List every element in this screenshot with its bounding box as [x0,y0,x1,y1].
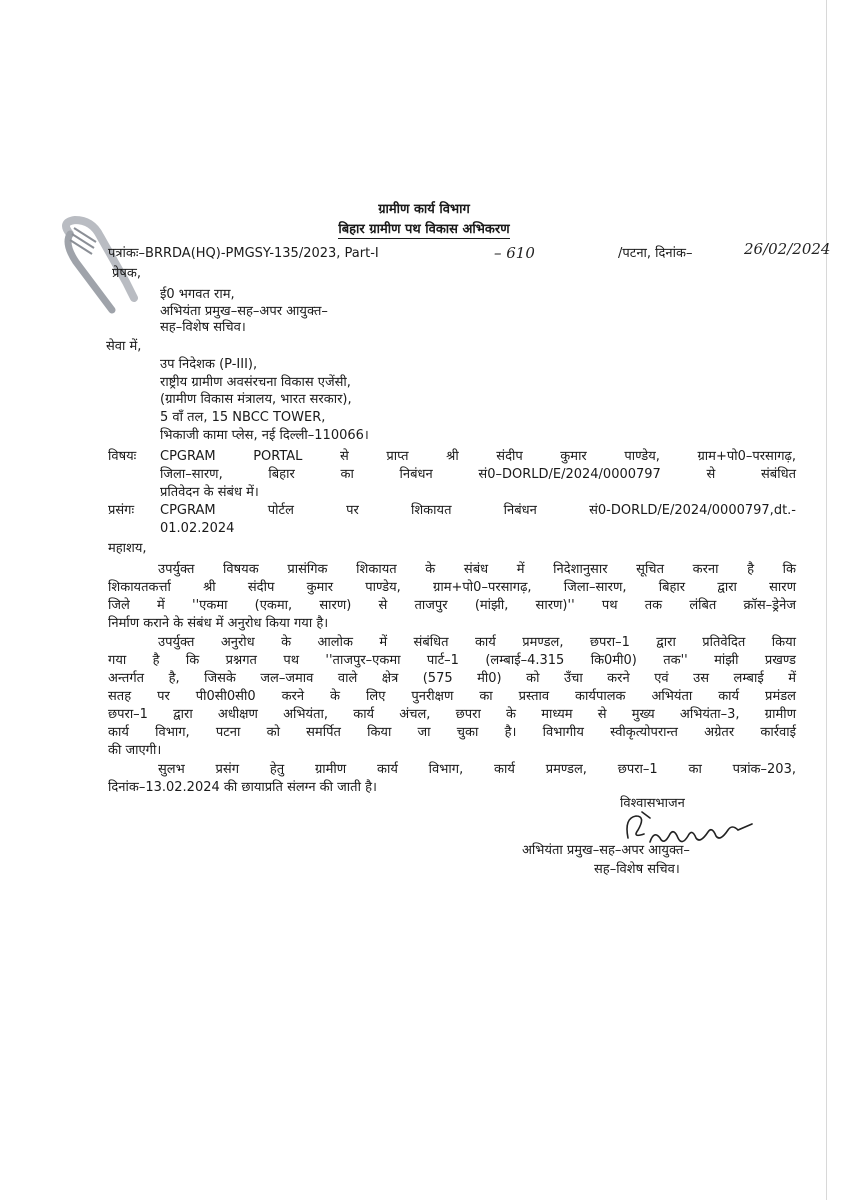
para1-line-3: जिले में ''एकमा (एकमा, सारण) से ताजपुर (मांझी, सारण)'' पथ तक लंबित क्रॉस–ड्रेनेज [108,598,796,613]
para2-line-7: की जाएगी। [108,743,162,758]
letter-number: पत्रांकः–BRRDA(HQ)-PMGSY-135/2023, Part-I [108,246,379,261]
para2-line-4: सतह पर पी0सी0सी0 करने के लिए पुनरीक्षण का प्रस्ताव कार्यपालक अभियंता कार्य प्रमंडल [108,689,796,704]
para3-line-2: दिनांक–13.02.2024 की छायाप्रति संलग्न की जाती है। [108,780,377,795]
para1-line-4: निर्माण कराने के संबंध में अनुरोध किया गया है। [108,616,329,631]
recipient-line-2: राष्ट्रीय ग्रामीण अवसंरचना विकास एजेंसी, [160,375,351,390]
reference-label: प्रसंगः [108,503,135,518]
para2-line-2: गया है कि प्रश्नगत पथ ''ताजपुर–एकमा पार्ट–1 (लम्बाई–4.315 कि0मी0) तक'' मांझी प्रखण्ड [108,653,796,668]
para2-line-6: कार्य विभाग, पटना को समर्पित किया जा चुका है। विभागीय स्वीकृत्योपरान्त अग्रेतर कार्रवाई [108,725,796,740]
salutation: महाशय, [108,541,147,556]
subject-line-2: जिला–सारण, बिहार का निबंधन सं0–DORLD/E/2024/0000797 से संबंधित [160,467,796,482]
department-title: ग्रामीण कार्य विभाग [378,202,470,217]
recipient-line-3: (ग्रामीण विकास मंत्रालय, भारत सरकार), [160,392,352,407]
para2-line-1: उपर्युक्त अनुरोध के आलोक में संबंधित कार्य प्रमण्डल, छपरा–1 द्वारा प्रतिवेदित किया [158,635,796,650]
subject-line-1: CPGRAM PORTAL से प्राप्त श्री संदीप कुमार पाण्डेय, ग्राम+पो0–परसागढ़, [160,449,796,464]
page-edge-shadow [826,0,827,1200]
para2-line-3: अन्तर्गत है, जिसके जल–जमाव वाले क्षेत्र (575 मी0) को उँचा करने एवं उस लम्बाई में [108,671,796,686]
para2-line-5: छपरा–1 द्वारा अधीक्षण अभियंता, कार्य अंचल, छपरा के माध्यम से मुख्य अभियंता–3, ग्रामीण [108,707,796,722]
place-date-label: /पटना, दिनांक– [618,246,693,261]
signatory-designation: अभियंता प्रमुख–सह–अपर आयुक्त– [522,843,690,858]
signatory-designation-2: सह–विशेष सचिव। [594,862,680,877]
sender-name: ई0 भगवत राम, [160,287,235,302]
reference-line-1: CPGRAM पोर्टल पर शिकायत निबंधन सं0-DORLD/E/2024/0000797,dt.- [160,503,796,518]
para1-line-2: शिकायतकर्त्ता श्री संदीप कुमार पाण्डेय, ग्राम+पो0–परसागढ़, जिला–सारण, बिहार द्वारा सारण [108,580,796,595]
recipient-line-4: 5 वाँ तल, 15 NBCC TOWER, [160,410,326,425]
handwritten-letter-number: – 610 [494,244,535,262]
para1-line-1: उपर्युक्त विषयक प्रासंगिक शिकायत के संबंध में निदेशानुसार सूचित करना है कि [158,562,796,577]
valediction: विश्वासभाजन [620,796,685,811]
sender-label: प्रेषक, [112,266,142,281]
subject-label: विषयः [108,449,137,464]
reference-line-2: 01.02.2024 [160,521,235,536]
handwritten-date: 26/02/2024 [744,240,831,258]
recipient-line-1: उप निदेशक (P-III), [160,357,258,372]
sender-designation-2: सह–विशेष सचिव। [160,320,246,335]
para3-line-1: सुलभ प्रसंग हेतु ग्रामीण कार्य विभाग, कार्य प्रमण्डल, छपरा–1 का पत्रांक–203, [158,762,796,777]
subject-line-3: प्रतिवेदन के संबंध में। [160,485,259,500]
agency-title: बिहार ग्रामीण पथ विकास अभिकरण [338,222,510,237]
recipient-label: सेवा में, [106,339,142,354]
sender-designation: अभियंता प्रमुख–सह–अपर आयुक्त– [160,304,328,319]
recipient-line-5: भिकाजी कामा प्लेस, नई दिल्ली–110066। [160,428,369,443]
